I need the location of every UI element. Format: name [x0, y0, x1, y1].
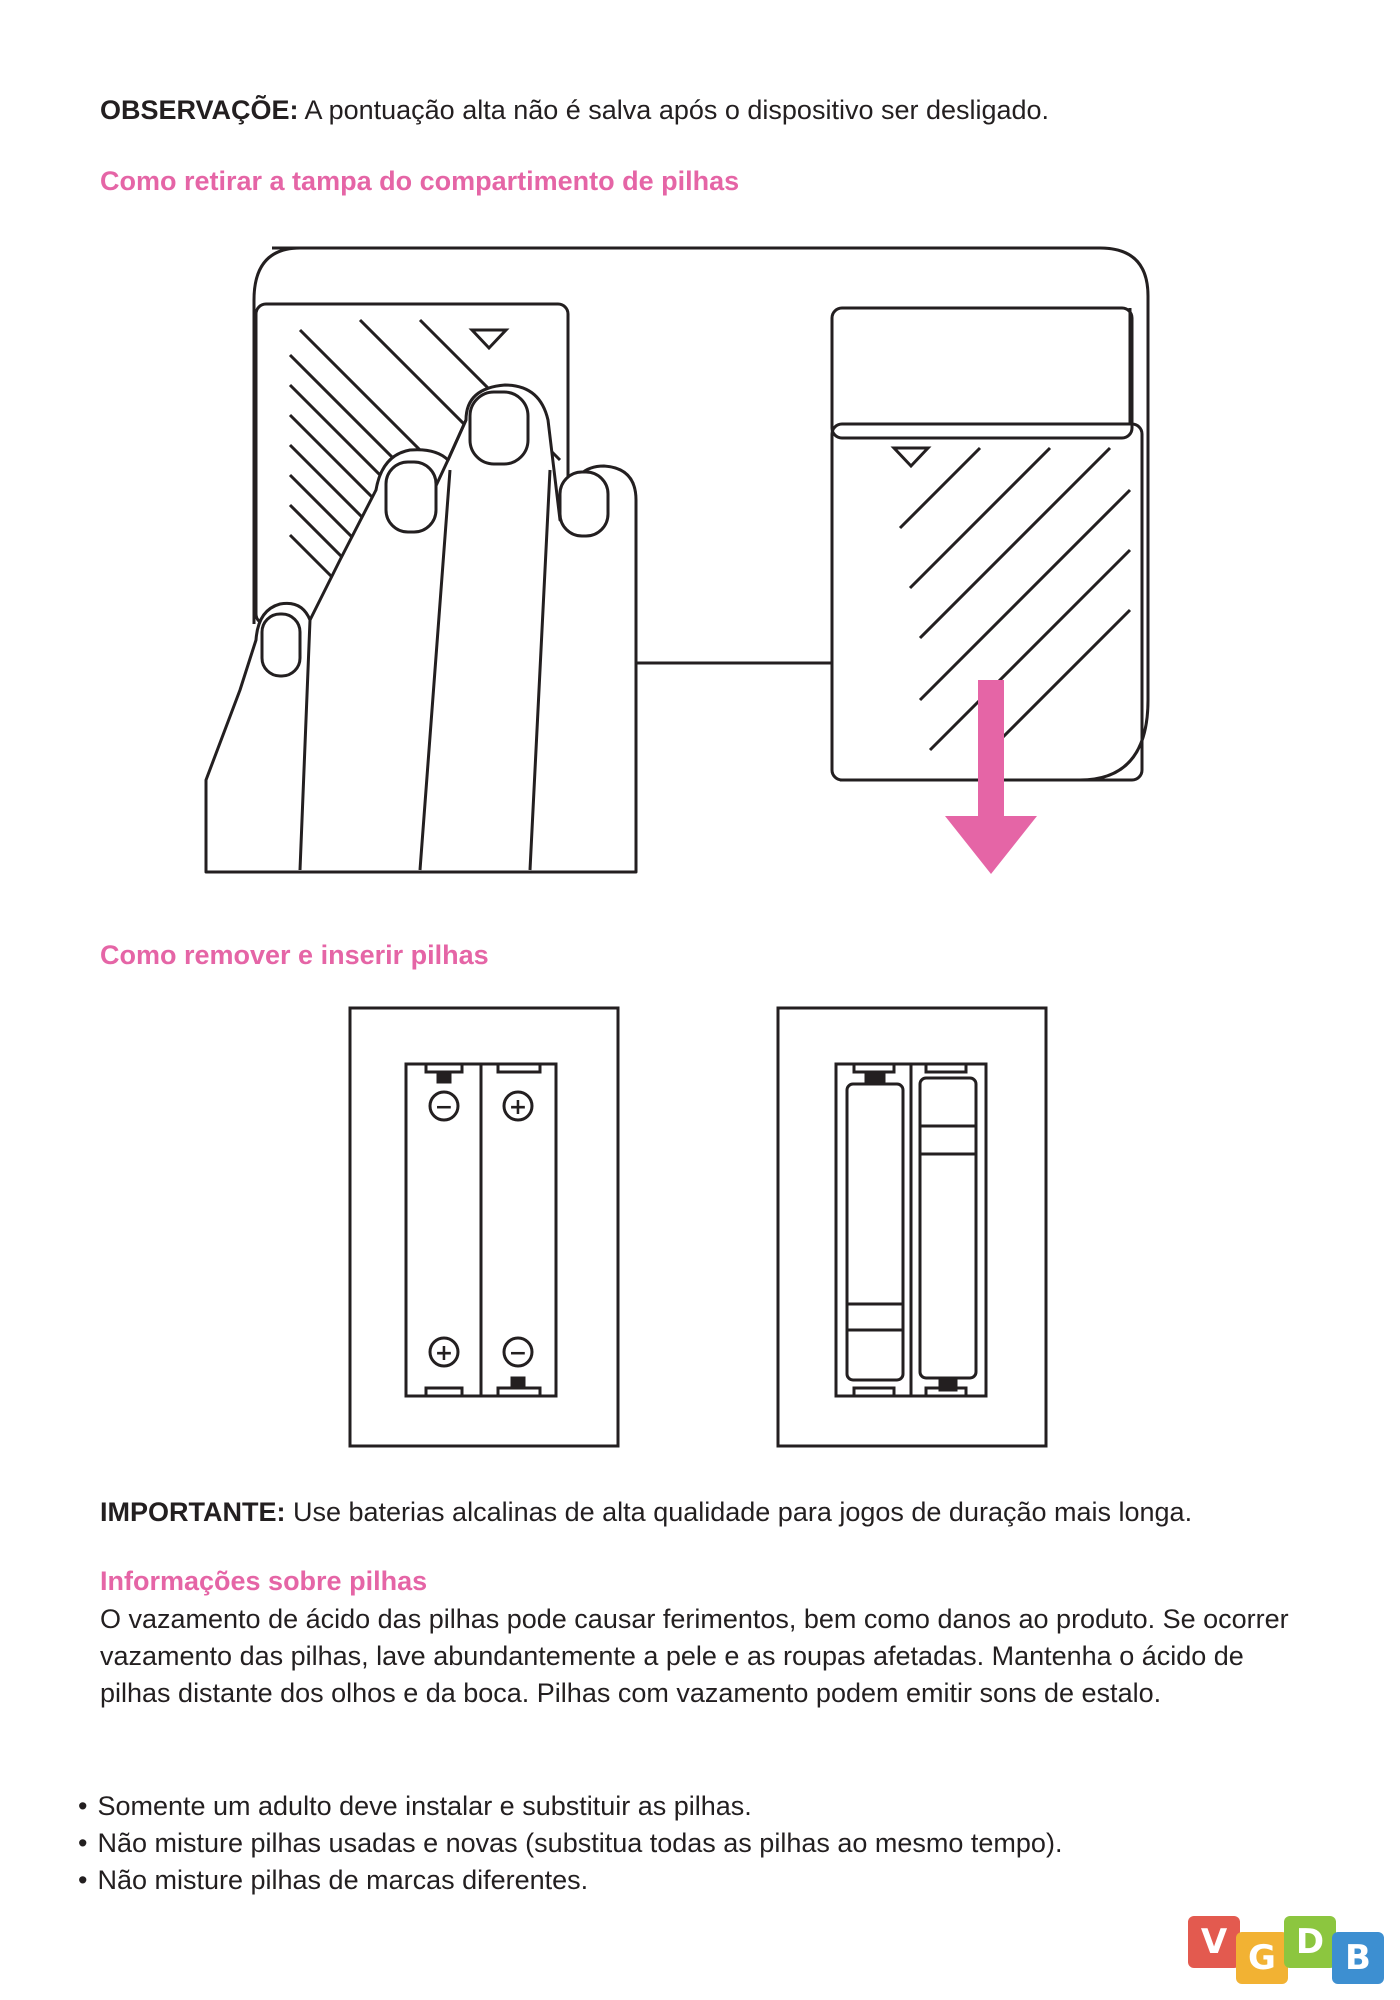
battery-info-paragraph: O vazamento de ácido das pilhas pode causar ferimentos, bem como danos ao produto. Se ocorrer vazamento das pilhas, lave abundantemente a pele e as roupas afetadas. Mantenha o ácido de pilhas distante dos olhos e da boca. Pilhas com vazamento podem emitir sons de estalo. — [100, 1604, 1289, 1708]
note-text: A pontuação alta não é salva após o dispositivo ser desligado. — [298, 95, 1050, 125]
minus-label: − — [434, 1095, 454, 1120]
important-paragraph — [100, 1494, 1192, 1531]
plus-label: + — [508, 1095, 528, 1120]
section-heading-cover: Como retirar a tampa do compartimento de pilhas — [100, 166, 740, 196]
important-text: Use baterias alcalinas de alta qualidade para jogos de duração mais longa. — [285, 1497, 1193, 1527]
note-label: OBSERVAÇÕE: — [100, 95, 299, 125]
plus-label: + — [434, 1341, 454, 1366]
battery-aa — [847, 1084, 903, 1380]
list-item: • Somente um adulto deve instalar e substituir as pilhas. — [78, 1788, 1062, 1825]
panel-empty-compartment — [350, 1008, 618, 1446]
minus-label: − — [508, 1341, 528, 1366]
logo-tile-v: V — [1188, 1916, 1240, 1968]
logo-tile-b: B — [1332, 1932, 1384, 1984]
logo-tile-d: D — [1284, 1916, 1336, 1968]
logo-tile-g: G — [1236, 1932, 1288, 1984]
section-heading-batteries: Como remover e inserir pilhas — [100, 940, 489, 970]
list-item: • Não misture pilhas de marcas diferentes. — [78, 1862, 1062, 1899]
battery-rules-list — [78, 1788, 1062, 1899]
section-heading-info: Informações sobre pilhas — [100, 1566, 428, 1596]
battery-aa — [920, 1078, 976, 1378]
list-item: • Não misture pilhas usadas e novas (substitua todas as pilhas ao mesmo tempo). — [78, 1825, 1062, 1862]
important-label: IMPORTANTE: — [100, 1497, 286, 1527]
